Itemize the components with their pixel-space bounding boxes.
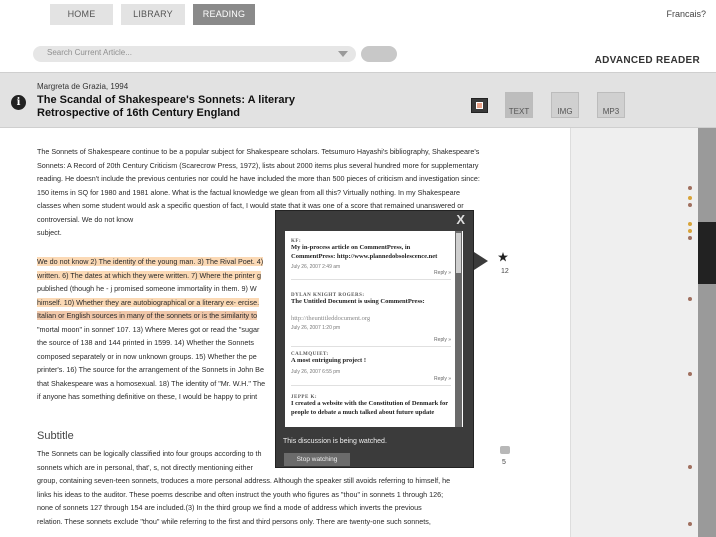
comment-text: I created a website with the Constitution of Denmark for people to debate a much talked about future update — [291, 400, 449, 416]
annotation-dot[interactable] — [688, 186, 692, 190]
annotation-dot[interactable] — [688, 203, 692, 207]
comment-item — [291, 239, 451, 280]
mp3-button[interactable]: MP3 — [597, 92, 625, 118]
search-input[interactable] — [33, 46, 356, 62]
annotation-dot[interactable] — [688, 229, 692, 233]
tab-home[interactable]: HOME — [50, 4, 113, 25]
comment-item — [291, 293, 451, 347]
advanced-reader-label: ADVANCED READER — [594, 55, 700, 66]
paragraph-line: published (though he - j promised someone immortality in them. 9) W — [37, 284, 257, 293]
tab-reading[interactable]: READING — [193, 4, 255, 25]
comment-item — [291, 352, 451, 386]
book-icon-inner — [476, 102, 483, 109]
info-icon[interactable]: i — [11, 95, 26, 110]
paragraph-line: The Sonnets can be logically classified into four groups according to th — [37, 449, 262, 458]
comment-item — [291, 395, 451, 427]
paragraph-line: the source of 138 and 144 printed in 1599. 14) Whether the Sonnets — [37, 338, 254, 347]
highlighted-text[interactable]: Italian or English sources in many of the sonnets or is the similarity to — [37, 311, 258, 320]
section-subtitle: Subtitle — [37, 430, 74, 442]
paragraph-line: that Shakespeare was a homosexual. 18) The identity of "Mr. W.H." The — [37, 378, 266, 388]
annotation-dot[interactable] — [688, 372, 692, 376]
comment-author: KF: — [291, 239, 302, 244]
text-button[interactable]: TEXT — [505, 92, 533, 118]
comment-link[interactable]: http://theuntitleddocument.org — [291, 314, 371, 322]
scrollbar-track[interactable] — [698, 128, 716, 537]
reply-link[interactable]: Reply » — [434, 376, 451, 382]
comment-list-scroll-thumb[interactable] — [456, 233, 461, 273]
advanced-reader-panel — [570, 128, 698, 537]
article-title: The Scandal of Shakespeare's Sonnets: A literary Retrospective of 16th Century England — [37, 94, 295, 119]
img-button[interactable]: IMG — [551, 92, 579, 118]
comment-author: DYLAN KNIGHT ROGERS: — [291, 293, 365, 298]
paragraph-line: "mortal moon" in sonnet' 107. 13) Where Meres got or read the "sugar — [37, 324, 260, 334]
comment-date: July 26, 2007 2:49 am — [291, 264, 341, 270]
annotation-dot[interactable] — [688, 236, 692, 240]
paragraph-line: none of sonnets 127 through 154 are included.(3) In the third group we find a mode of address which inverts the previous — [37, 503, 422, 512]
article-byline: Margreta de Grazia, 1994 — [37, 82, 129, 91]
paragraph-line: relation. These sonnets exclude "thou" while referring to the first and third persons only. There are twenty-one such sonnets, — [37, 516, 431, 526]
watch-status: This discussion is being watched. — [283, 438, 387, 445]
tab-library[interactable]: LIBRARY — [121, 4, 185, 25]
annotation-dot[interactable] — [688, 297, 692, 301]
comment-text: A most entriguing project ! — [291, 357, 366, 364]
paragraph-text: The Sonnets of Shakespeare continue to be a popular subject for Shakespeare scholars. Tetsumuro Hayashi's bibliography, Shakespeare's Sonnets: A Record of 20th Century Criticism (Scarecrow Press, 1972), lists about 2000 items plus several hundred more for supplementary reading. He doesn't include the previous centuries nor could he have included the more than 500 pieces of criticism and investigation since: 150 items in SQ for 1980 and 1981 alone. What is the factual knowledge we glean from all this? Virtually nothing. In my Shakespeare classes when some student would ask a specific question of fact, I would state that it was one of a score that remained unanswered or controversial. We do not know — [37, 147, 480, 224]
paragraph-line: links his ideas to the auditor. These poems describe and often instruct the youth who figures as "thou" in sonnets 1 through 126; — [37, 489, 444, 499]
comment-count[interactable]: 5 — [502, 459, 506, 466]
paragraph-tail: subject. — [37, 228, 62, 237]
comment-date: July 26, 2007 6:55 pm — [291, 368, 341, 375]
book-icon[interactable] — [471, 98, 488, 113]
star-icon[interactable] — [498, 252, 508, 262]
language-link[interactable]: Francais? — [666, 9, 706, 19]
paragraph-line: group, containing seven-teen sonnets, troduces a more personal address. Although the speaker still avoids referring to himself, he — [37, 476, 451, 485]
comment-date: July 26, 2007 1:20 pm — [291, 324, 341, 331]
comment-list[interactable] — [285, 231, 463, 427]
comment-bubble-icon[interactable] — [500, 446, 510, 454]
search-placeholder: Search Current Article... — [47, 48, 132, 57]
paragraph-line: sonnets which are in personal, that', s, not directly mentioning either — [37, 462, 253, 472]
annotation-dot[interactable] — [688, 522, 692, 526]
popup-pointer — [474, 252, 488, 270]
reply-link[interactable]: Reply » — [434, 337, 451, 343]
reply-link[interactable]: Reply » — [434, 270, 451, 276]
chevron-down-icon[interactable] — [338, 51, 348, 57]
paragraph-line: printer's. 16) The source for the arrangement of the Sonnets in John Be — [37, 365, 264, 374]
comment-count[interactable]: 12 — [501, 268, 509, 275]
annotation-dot[interactable] — [688, 196, 692, 200]
comments-popup — [275, 210, 474, 468]
stop-watching-button[interactable]: Stop watching — [284, 453, 350, 466]
highlighted-text[interactable]: himself. 10) Whether they are autobiographical or a literary ex- ercise. — [37, 297, 260, 307]
annotation-dot[interactable] — [688, 465, 692, 469]
search-button[interactable] — [361, 46, 397, 62]
article-header — [0, 72, 716, 128]
top-navigation — [0, 0, 716, 36]
annotation-dot[interactable] — [688, 222, 692, 226]
comment-text: My in-process article on CommentPress, in CommentPress: http://www.plannedobsolescence.net — [291, 244, 438, 260]
comment-author: CALMQUIET: — [291, 352, 329, 357]
comment-text: The Untitled Document is using CommentPress: — [291, 298, 425, 305]
close-icon[interactable]: X — [456, 212, 465, 227]
highlighted-text[interactable]: We do not know 2) The identity of the young man. 3) The Rival Poet. 4) — [37, 257, 264, 266]
comment-author: JEPPE K: — [291, 395, 318, 400]
highlighted-text[interactable]: written. 6) The dates at which they were written. 7) Where the printer g — [37, 270, 261, 280]
paragraph-line: composed separately or in now unknown groups. 15) Whether the pe — [37, 351, 257, 361]
scrollbar-thumb[interactable] — [698, 222, 716, 284]
paragraph-line: if anyone has something definitive on these, I would be happy to print — [37, 392, 258, 401]
